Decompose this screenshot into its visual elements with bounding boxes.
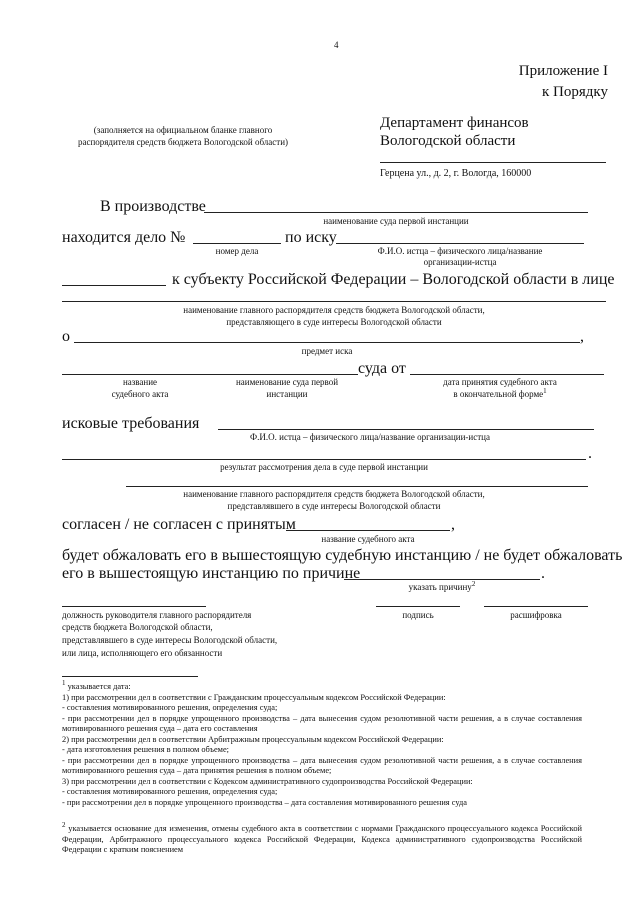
footnote-2: $^2$ указывается основание для изменения, отмены судебного акта в соответствии с нормами Гражданского процессуального кодекса Российской Федерации, Арбитражного процессуального кодекса Российской Федерации, Кодекса административного судопроизводства Российской Федерации с кратким пояснением bbox=[62, 821, 582, 854]
act-name-line bbox=[286, 530, 450, 531]
result-line bbox=[62, 459, 586, 460]
to-subject-label: к субъекту Российской Федерации – Вологодской области в лице bbox=[172, 271, 615, 288]
manager-caption-2: представляющего в суде интересы Вологодской области bbox=[226, 317, 442, 327]
claims-caption: Ф.И.О. истца – физического лица/название организации-истца bbox=[250, 432, 490, 442]
page-number: 4 bbox=[334, 40, 339, 50]
court-name-caption: наименование суда первой инстанции bbox=[323, 216, 469, 226]
act-court-line bbox=[62, 374, 358, 375]
manager2-caption-1: наименование главного распорядителя средств бюджета Вологодской области, bbox=[183, 489, 485, 499]
court-from-label: суда от bbox=[358, 360, 406, 377]
position-caption-1: должность руководителя главного распорядителя bbox=[62, 610, 252, 620]
result-caption: результат рассмотрения дела в суде первой инстанции bbox=[220, 462, 428, 472]
manager2-caption-2: представлявшего в суде интересы Вологодской области bbox=[227, 501, 441, 511]
footnote-1-line7: 3) при рассмотрении дел в соответствии с Кодексом административного судопроизводства Российской Федерации: bbox=[62, 776, 473, 786]
plaintiff-continue-line bbox=[62, 285, 166, 286]
footnote-1-line2: - составления мотивированного решения, определения суда; bbox=[62, 703, 278, 712]
position-caption-4: или лица, исполняющего его обязанности bbox=[62, 648, 223, 658]
footnote-separator bbox=[62, 676, 198, 677]
manager-caption-1: наименование главного распорядителя средств бюджета Вологодской области, bbox=[183, 305, 485, 315]
case-number-caption: номер дела bbox=[215, 246, 259, 256]
footnote-1-line5: - дата изготовления решения в полном объеме; bbox=[62, 745, 229, 754]
act-date-caption-1: дата принятия судебного акта bbox=[443, 377, 557, 387]
position-caption-2: средств бюджета Вологодской области, bbox=[62, 622, 213, 632]
claim-subject-line bbox=[74, 342, 580, 343]
act-date-caption-2: в окончательной форме$^1$ bbox=[453, 387, 547, 399]
reason-line bbox=[344, 579, 540, 580]
blank-note-line1: (заполняется на официальном бланке главного bbox=[93, 125, 273, 135]
footnote-2-text: указывается основание для изменения, отмены судебного акта в соответствии с нормами Гражданского процессуального кодекса Российской Федерации, Арбитражного процессуального кодекса Российской Федерации, Кодекса административного судопроизводства Российской Федерации с кратким пояснением bbox=[62, 824, 582, 854]
footnote-1-line4: 2) при рассмотрении дел в соответствии Арбитражным процессуальным кодексом Российской Федерации: bbox=[62, 734, 444, 744]
court-name-line bbox=[204, 212, 588, 213]
about-period: , bbox=[580, 328, 584, 345]
appeal-line1: будет обжаловать его в вышестоящую судебную инстанцию / не будет обжаловать bbox=[62, 547, 623, 564]
result-period: . bbox=[588, 445, 592, 462]
decode-caption: расшифровка bbox=[510, 610, 562, 620]
plaintiff-caption-1: Ф.И.О. истца – физического лица/название bbox=[377, 246, 543, 256]
footnote-1-line6: - при рассмотрении дел в порядке упрощенного производства – дата вынесения судом резолютивной части решения, а в случае составления мотивированного решения суда – дата принятия решения в полном объеме; bbox=[62, 755, 582, 775]
plaintiff-line bbox=[336, 243, 584, 244]
court-first-caption-2: инстанции bbox=[266, 389, 308, 399]
manager-line bbox=[62, 301, 606, 302]
footnote-1-line1: 1) при рассмотрении дел в соответствии с Гражданским процессуальным кодексом Российской Федерации: bbox=[62, 692, 446, 702]
claims-line bbox=[218, 429, 594, 430]
footnote-1-line8: - составления мотивированного решения, определения суда; bbox=[62, 787, 278, 796]
position-caption-3: представлявшего в суде интересы Вологодской области, bbox=[62, 635, 278, 645]
recipient-divider bbox=[380, 162, 606, 163]
recipient-line2: Вологодской области bbox=[380, 133, 516, 149]
plaintiff-caption-2: организации-истца bbox=[423, 257, 497, 267]
manager2-line bbox=[126, 486, 588, 487]
claim-subject-caption: предмет иска bbox=[301, 346, 353, 356]
appendix-title: Приложение I bbox=[518, 63, 608, 79]
sign-caption: подпись bbox=[402, 610, 434, 620]
appeal-line2: его в вышестоящую инстанцию по причине bbox=[62, 565, 361, 582]
position-line bbox=[62, 606, 206, 607]
footnote-1-line3: - при рассмотрении дел в порядке упрощенного производства – дата вынесения судом резолютивной части решения, а в случае составления мотивированного решения суда – дата его составления bbox=[62, 713, 582, 733]
footnote-1 bbox=[62, 679, 582, 808]
court-first-caption-1: наименование суда первой bbox=[235, 377, 339, 387]
agree-comma: , bbox=[451, 516, 455, 533]
sign-line bbox=[376, 606, 460, 607]
act-name-caption-1: название bbox=[122, 377, 158, 387]
decode-line bbox=[484, 606, 588, 607]
agree-label: согласен / не согласен с принятым bbox=[62, 516, 296, 533]
about-label: о bbox=[62, 328, 70, 345]
case-number-line bbox=[193, 243, 281, 244]
recipient-line1: Департамент финансов bbox=[380, 115, 529, 131]
blank-note-line2: распорядителя средств бюджета Вологодской области) bbox=[77, 137, 289, 147]
reason-caption: указать причину$^2$ bbox=[408, 580, 476, 592]
act-name-caption-2: судебного акта bbox=[111, 389, 169, 399]
in-production-label: В производстве bbox=[100, 198, 206, 215]
act-name-caption: название судебного акта bbox=[321, 534, 415, 544]
appendix-subtitle: к Порядку bbox=[542, 84, 608, 100]
claims-label: исковые требования bbox=[62, 415, 200, 432]
by-claim-label: по иску bbox=[285, 229, 337, 246]
act-date-line bbox=[410, 374, 604, 375]
footnote-1-title: $^1$ указывается дата: bbox=[62, 679, 131, 691]
recipient-address: Герцена ул., д. 2, г. Вологда, 160000 bbox=[380, 168, 532, 179]
footnote-1-line9: - при рассмотрении дел в порядке упрощенного производства – дата составления мотивированного решения суда bbox=[62, 797, 467, 807]
case-pending-label: находится дело № bbox=[62, 229, 186, 246]
appeal-period: . bbox=[541, 565, 545, 582]
